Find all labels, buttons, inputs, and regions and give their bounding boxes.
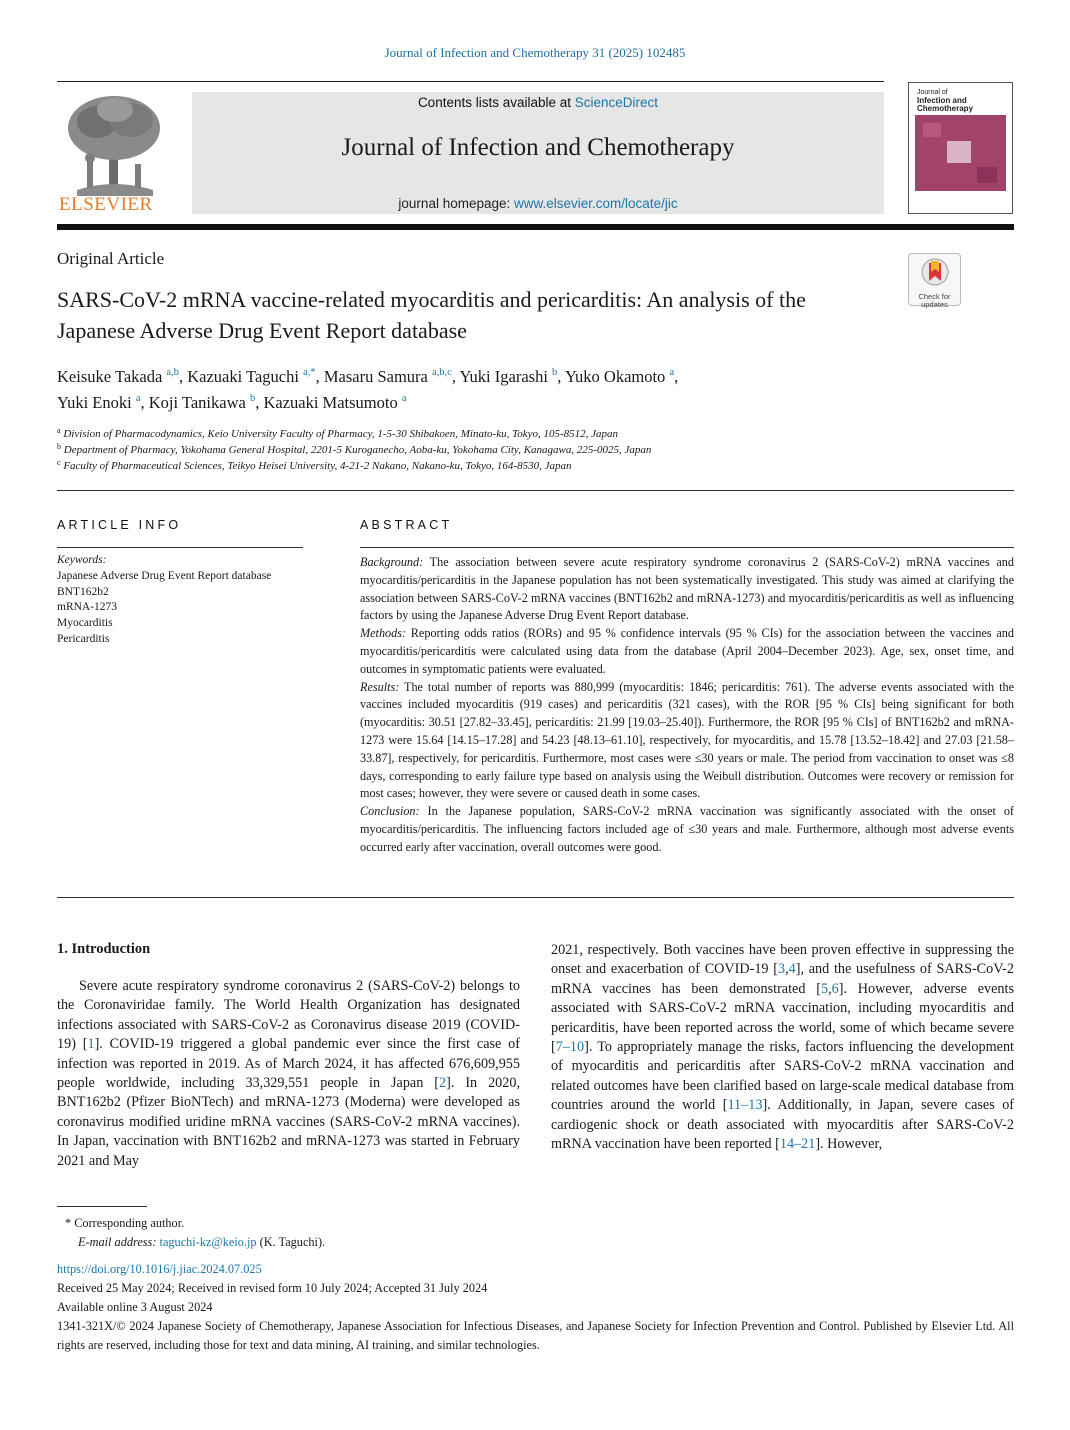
author[interactable]: Keisuke Takada $^{a,b}$ — [57, 367, 179, 386]
check-for-updates-button[interactable] — [908, 253, 961, 309]
affiliation: $^a$ Division of Pharmacodynamics, Keio University Faculty of Pharmacy, 1-5-30 Shibakoen, Minato-ku, Tokyo, 105-8512, Japan — [57, 426, 619, 440]
author[interactable]: Kazuaki Matsumoto $^a$ — [263, 393, 407, 412]
elsevier-logo[interactable] — [57, 92, 172, 214]
author-affiliation-sup[interactable]: b — [552, 367, 558, 378]
body-text: ], and the usefulness of SARS-CoV-2 mRNA vaccines has been demonstrated [ — [551, 961, 1014, 997]
body-text: , — [785, 961, 789, 978]
keywords-label: Keywords: — [57, 554, 107, 566]
affiliations-rule — [57, 490, 1014, 491]
reference-link[interactable]: 3 — [778, 961, 786, 978]
abstract-background: Background: The association between severe acute respiratory syndrome coronavirus 2 (SARS-CoV-2) mRNA vaccines and myocarditis/pericarditis in the Japanese population has not been systematically investigated. This study was aimed at clarifying the association between SARS-CoV-2 mRNA vaccines (BNT162b2 and mRNA-1273) and myocarditis/pericarditis as well as influencing factors by using the Japanese Adverse Drug Event Report database. — [360, 555, 1014, 623]
contents-line: Contents lists available at ScienceDirect — [417, 95, 659, 110]
body-text: Severe acute respiratory syndrome coronavirus 2 (SARS-CoV-2) belongs to the Coronaviridae family. The World Health Organization has designated infections associated with SARS-CoV-2 as Coronavirus disease 2019 (COVID-19) [ — [57, 978, 520, 1053]
author-affiliation-sup[interactable]: b — [249, 393, 256, 404]
keyword: Pericarditis — [57, 632, 110, 645]
homepage-line: journal homepage: www.elsevier.com/locate/jic — [398, 196, 678, 211]
article-info-heading: ARTICLE INFO — [57, 518, 182, 532]
author-affiliation-sup[interactable]: a,* — [303, 367, 316, 378]
body-text: ]. To appropriately manage the risks, factors influencing the development of myocarditis and pericarditis after SARS-CoV-2 mRNA vaccination and related outcomes have been clarified based on large-scale medical database from countries around the world [ — [551, 1039, 1014, 1114]
journal-cover-thumbnail[interactable] — [908, 82, 1013, 214]
reference-link[interactable]: 1 — [87, 1036, 95, 1053]
email-link[interactable]: taguchi-kz@keio.jp — [159, 1235, 257, 1249]
body-text: ]. However, — [815, 1136, 883, 1153]
body-text: ]. In 2020, BNT162b2 (Pfizer BioNTech) and mRNA-1273 (Moderna) were developed as coronavirus modified uridine mRNA vaccines (SARS-CoV-2 mRNA vaccines). In Japan, vaccination with BNT162b2 and mRNA-1273 was started in February 2021 and May — [57, 1075, 521, 1169]
body-text: ]. Additionally, in Japan, severe cases of cardiogenic shock or death associated with myocarditis after SARS-CoV-2 mRNA vaccination have been reported [ — [551, 1097, 1015, 1153]
keyword: Myocarditis — [57, 617, 113, 630]
article-info-rule — [57, 547, 303, 548]
author[interactable]: Masaru Samura $^{a,b,c}$ — [323, 367, 452, 386]
keyword: Japanese Adverse Drug Event Report database — [57, 569, 272, 582]
publisher-name: ELSEVIER — [59, 194, 153, 215]
abstract-body — [360, 554, 1014, 857]
abstract-results: Results: The total number of reports was 880,999 (myocarditis: 1846; pericarditis: 761). The adverse events associated with the vaccines included myocarditis (919 cases) and pericarditis (321 cases), with the ROR [95 % CIs] being significant for both (myocarditis: 30.51 [27.82–33.45], pericarditis: 21.99 [19.03–25.40]). Furthermore, the ROR [95 % CIs] of BNT162b2 and mRNA-1273 were 15.64 [14.15–17.28] and 54.23 [48.13–61.10], respectively, for myocarditis, and 15.78 [13.52–18.42] and 27.03 [21.58–33.87], respectively, for pericarditis. Furthermore, most cases were ≤30 years or male. The period from vaccination to onset was ≤8 days, corresponding to early failure type based on analysis using the Weibull distribution. Outcomes were recovery or remission for most cases; however, they were severe or caused death in some cases. — [360, 679, 1014, 801]
author[interactable]: Yuko Okamoto $^a$ — [564, 367, 675, 386]
journal-title: Journal of Infection and Chemotherapy — [341, 134, 735, 161]
cover-title: Journal of Infection and Chemotherapy — [917, 89, 974, 113]
email-line: E-mail address: taguchi-kz@keio.jp (K. Taguchi). — [78, 1235, 326, 1249]
abstract-bottom-rule — [57, 897, 1014, 898]
reference-link[interactable]: 5 — [820, 980, 829, 997]
footnote-rule — [57, 1206, 147, 1207]
author[interactable]: Yuki Igarashi $^b$ — [459, 367, 558, 386]
paper-title: SARS-CoV-2 mRNA vaccine-related myocarditis and pericarditis: An analysis of the Japanese Adverse Drug Event Report database — [57, 287, 806, 343]
copyright-notice: 1341-321X/© 2024 Japanese Society of Chemotherapy, Japanese Association for Infectious Diseases, and Japanese Society for Infection Prevention and Control. Published by Elsevier Ltd. All rights are reserved, including those for text and data mining, AI training, and similar technologies. — [57, 1319, 1014, 1352]
keywords-box — [57, 553, 303, 648]
header-rule — [57, 81, 884, 82]
title-rule — [57, 224, 1014, 230]
author-list: Keisuke Takada $^{a,b}$, Kazuaki Taguchi $^{a,*}$, Masaru Samura $^{a,b,c}$, Yuki Igarashi $^b$, Yuko Okamoto $^a$, Yuki Enoki $^a$, Koji Tanikawa $^b$, Kazuaki Matsumoto $^a$ — [57, 367, 679, 412]
author-affiliation-sup[interactable]: a,b,c — [432, 367, 452, 378]
bookmark-icon — [920, 257, 950, 287]
intro-column-left — [57, 977, 520, 1171]
author-affiliation-sup[interactable]: a,b — [166, 367, 179, 378]
author[interactable]: Kazuaki Taguchi $^{a,*}$ — [187, 367, 316, 386]
footnotes — [57, 1214, 1017, 1355]
journal-banner — [192, 92, 884, 214]
author-affiliation-sup[interactable]: a — [669, 367, 675, 378]
abstract-methods: Methods: Reporting odds ratios (RORs) and 95 % confidence intervals (95 % CIs) for the association between the vaccines and myocarditis/pericarditis were calculated using data from the database (April 2004–December 2023). Age, sex, onset time, and outcomes in symptomatic patients were evaluated. — [360, 626, 1014, 676]
available-online: Available online 3 August 2024 — [57, 1300, 213, 1314]
check-for-updates-label: Check for updates — [918, 292, 951, 309]
body-text: , — [828, 980, 832, 997]
reference-link[interactable]: 7–10 — [555, 1039, 585, 1056]
affiliation: $^c$ Faculty of Pharmaceutical Sciences, Teikyo Heisei University, 4-21-2 Nakano, Nakano-ku, Tokyo, 164-8530, Japan — [57, 458, 572, 472]
received-dates: Received 25 May 2024; Received in revised form 10 July 2024; Accepted 31 July 2024 — [57, 1281, 488, 1295]
journal-citation[interactable]: Journal of Infection and Chemotherapy 31 (2025) 102485 — [384, 45, 686, 60]
affiliations — [57, 426, 957, 474]
author-affiliation-sup[interactable]: a — [135, 393, 141, 404]
affiliation: $^b$ Department of Pharmacy, Yokohama General Hospital, 2201-5 Kuroganecho, Aoba-ku, Yokohama City, Kanagawa, 225-0025, Japan — [57, 442, 652, 456]
reference-link[interactable]: 2 — [439, 1075, 447, 1092]
doi-link[interactable]: https://doi.org/10.1016/j.jiac.2024.07.025 — [57, 1262, 262, 1276]
body-text: ]. However, adverse events associated with SARS-CoV-2 mRNA vaccination, including myocarditis and pericarditis, have been reported across the world, some of which became severe [ — [551, 980, 1014, 1056]
reference-link[interactable]: 14–21 — [779, 1136, 816, 1153]
cover-image — [915, 115, 1006, 191]
reference-link[interactable]: 11–13 — [727, 1097, 763, 1114]
sciencedirect-link[interactable]: ScienceDirect — [574, 95, 659, 110]
abstract-conclusion: Conclusion: In the Japanese population, SARS-CoV-2 mRNA vaccination was significantly associated with the onset of myocarditis/pericarditis. The influencing factors included age of ≤30 years and male. Furthermore, although most adverse events occurred early after vaccination, overall outcomes were good. — [360, 804, 1014, 854]
introduction-heading: 1. Introduction — [57, 941, 151, 957]
keyword: BNT162b2 — [57, 585, 109, 598]
body-text: 2021, respectively. Both vaccines have been proven effective in suppressing the onset and exacerbation of COVID-19 [ — [551, 942, 1014, 978]
body-text: ]. COVID-19 triggered a global pandemic ever since the first case of infection was reported in 2019. As of March 2024, it has affected 676,609,955 people worldwide, including 33,329,551 people in Japan [ — [57, 1036, 520, 1092]
keyword: mRNA-1273 — [57, 601, 118, 614]
homepage-link[interactable]: www.elsevier.com/locate/jic — [514, 196, 678, 211]
author[interactable]: Koji Tanikawa $^b$ — [148, 393, 256, 412]
abstract-rule — [360, 547, 1014, 548]
reference-link[interactable]: 6 — [831, 980, 839, 997]
abstract-heading: ABSTRACT — [360, 518, 453, 532]
corresponding-author-note: * Corresponding author. — [65, 1216, 185, 1230]
article-type: Original Article — [57, 249, 165, 268]
reference-link[interactable]: 4 — [788, 961, 796, 978]
author[interactable]: Yuki Enoki $^a$ — [57, 393, 141, 412]
author-affiliation-sup[interactable]: a — [401, 393, 407, 404]
intro-column-right — [551, 941, 1014, 1154]
